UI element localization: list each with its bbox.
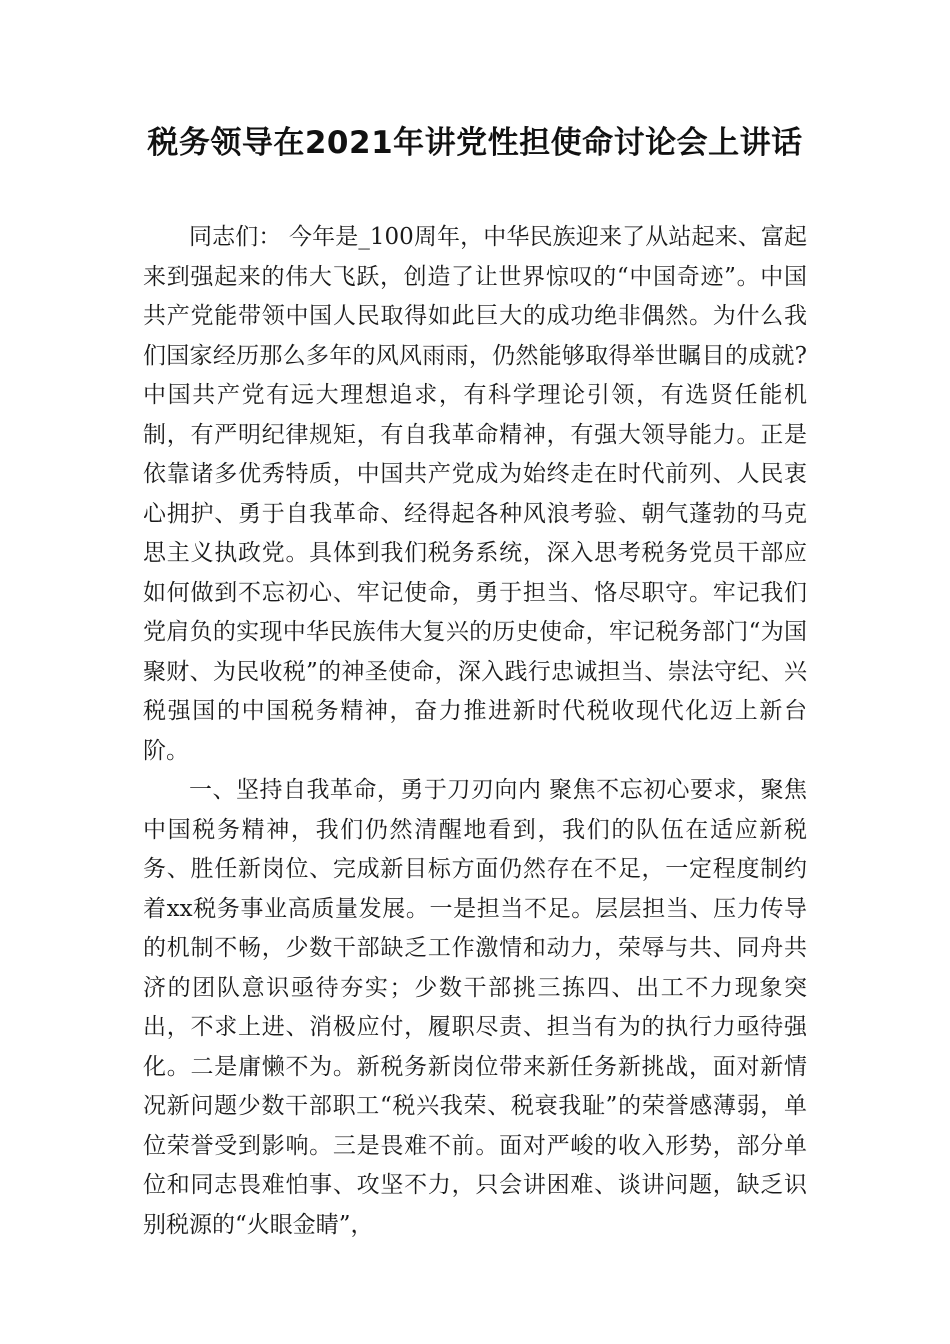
paragraph-section-one: 一、坚持自我革命，勇于刀刃向内 聚焦不忘初心要求，聚焦中国税务精神，我们仍然清醒地看到，我们的队伍在适应新税务、胜任新岗位、完成新目标方面仍然存在不足，一定程度制约着xx税务事业高质量发展。一是担当不足。层层担当、压力传导的机制不畅，少数干部缺乏工作激情和动力，荣辱与共、同舟共济的团队意识亟待夯实；少数干部挑三拣四、出工不力现象突出，不求上进、消极应付，履职尽责、担当有为的执行力亟待强化。二是庸懒不为。新税务新岗位带来新任务新挑战，面对新情况新问题少数干部职工“税兴我荣、税衰我耻”的荣誉感薄弱，单位荣誉受到影响。三是畏难不前。面对严峻的收入形势，部分单位和同志畏难怕事、攻坚不力，只会讲困难、谈讲问题，缺乏识别税源的“火眼金睛”， (143, 777, 807, 1238)
paragraph-opening: 同志们： 今年是_100周年，中华民族迎来了从站起来、富起来到强起来的伟大飞跃，创造了让世界惊叹的“中国奇迹”。中国共产党能带领中国人民取得如此巨大的成功绝非偶然。为什么我们国家经历那么多年的风风雨雨，仍然能够取得举世瞩目的成就?中国共产党有远大理想追求，有科学理论引领，有选贤任能机制，有严明纪律规矩，有自我革命精神，有强大领导能力。正是依靠诸多优秀特质，中国共产党成为始终走在时代前列、人民衷心拥护、勇于自我革命、经得起各种风浪考验、朝气蓬勃的马克思主义执政党。具体到我们税务系统，深入思考税务党员干部应如何做到不忘初心、牢记使命，勇于担当、恪尽职守。牢记我们党肩负的实现中华民族伟大复兴的历史使命，牢记税务部门“为国聚财、为民收税”的神圣使命，深入践行忠诚担当、崇法守纪、兴税强国的中国税务精神，奋力推进新时代税收现代化迈上新台阶。 (143, 224, 807, 764)
document-body (143, 218, 807, 1245)
document-title: 税务领导在2021年讲党性担使命讨论会上讲话 (147, 125, 803, 161)
